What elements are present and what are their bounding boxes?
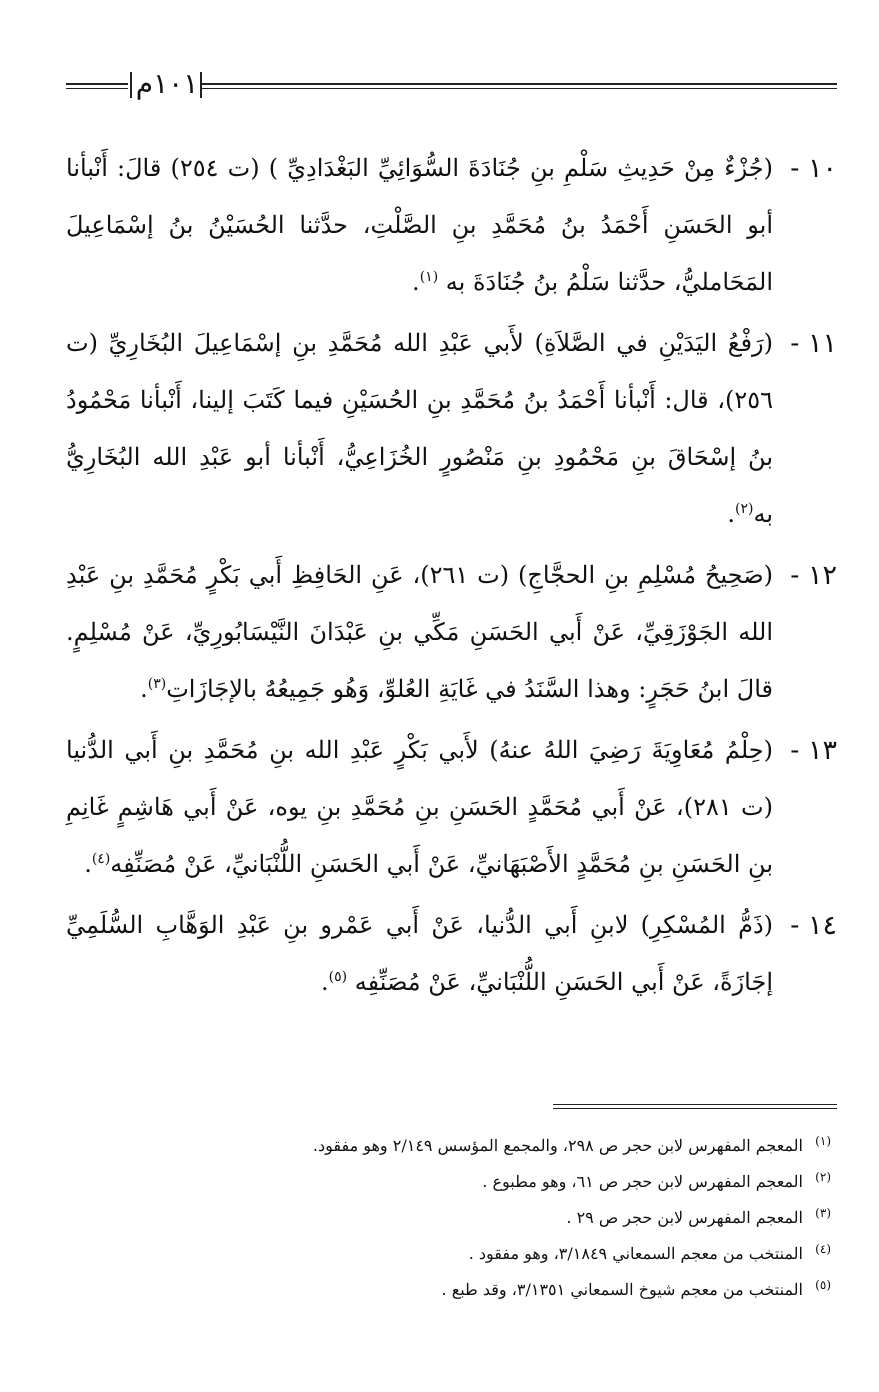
- entry-text: (رَفْعُ اليَدَيْنِ في الصَّلاَةِ) لأَبي عَبْدِ الله مُحَمَّدِ بنِ إسْمَاعِيلَ البُخَارِيِّ (ت ٢٥٦)، قال: أَنْبأنا أَحْمَدُ بنُ مُحَمَّدِ بنِ الحُسَيْنِ فيما كَتَبَ إلينا، أَنْبأنا مَحْمُودُ بنُ إسْحَاقَ بنِ مَحْمُودِ بنِ مَنْصُورٍ الخُزَاعِيُّ، أَنْبأنا أبو عَبْدِ الله البُخَارِيُّ به$^{(٢)}$.: [66, 329, 774, 528]
- footnote-text: المعجم المفهرس لابن حجر ص ٢٩٨، والمجمع المؤسس ٢/١٤٩ وهو مفقود.: [312, 1136, 803, 1155]
- header-rule-left: [66, 83, 128, 85]
- page-number: ١٠١م: [135, 67, 199, 100]
- main-text: [66, 140, 837, 1015]
- footnote-4: (٤)المنتخب من معجم السمعاني ٣/١٨٤٩، وهو مفقود .: [468, 1241, 831, 1263]
- header-divider-left: [130, 72, 132, 98]
- footnote-5: (٥)المنتخب من معجم شيوخ السمعاني ٣/١٣٥١، وقد طبع .: [441, 1277, 831, 1299]
- entry-text: (ذَمُّ المُسْكِرِ) لابنِ أَبي الدُّنيا، عَنْ أَبي عَمْرو بنِ عَبْدِ الوَهَّابِ السُّلَمِيِّ إجَازَةً، عَنْ أَبي الحَسَنِ اللُّنْبَانيِّ، عَنْ مُصَنِّفِه $^{(٥)}$.: [66, 911, 774, 996]
- footnote-2: (٢)المعجم المفهرس لابن حجر ص ٦١، وهو مطبوع .: [482, 1169, 831, 1191]
- entry-12: [66, 547, 837, 718]
- entry-10: [66, 140, 837, 311]
- page-header: [66, 67, 837, 106]
- footnote-text: المعجم المفهرس لابن حجر ص ٢٩ .: [566, 1208, 803, 1227]
- footnote-text: المنتخب من معجم شيوخ السمعاني ٣/١٣٥١، وقد طبع .: [441, 1280, 803, 1299]
- footnote-ref[interactable]: (٤): [91, 851, 111, 867]
- entry-number: ١٤ -: [790, 910, 837, 941]
- entry-11: [66, 315, 837, 543]
- entry-number: ١١ -: [790, 328, 837, 359]
- header-rule-right: [202, 83, 837, 85]
- entry-number: ١٣ -: [790, 735, 837, 766]
- footnote-ref[interactable]: (٢): [734, 501, 754, 517]
- footnote-ref[interactable]: (٣): [147, 676, 167, 692]
- footnotes: [131, 1128, 831, 1308]
- entry-number: ١٢ -: [790, 560, 837, 591]
- entry-14: [66, 897, 837, 1011]
- entry-text: (صَحِيحُ مُسْلِمِ بنِ الحجَّاجِ) (ت ٢٦١)، عَنِ الحَافِظِ أَبي بَكْرٍ مُحَمَّدِ بنِ عَبْدِ الله الجَوْزَقِيِّ، عَنْ أَبي الحَسَنِ مَكِّي بنِ عَبْدَانَ النَّيْسَابُورِيِّ، عَنْ مُسْلِمٍ. قالَ ابنُ حَجَرٍ: وهذا السَّنَدُ في غَايَةِ العُلوِّ، وَهُو جَمِيعُهُ بالإجَازَاتِ$^{(٣)}$.: [66, 561, 773, 703]
- entry-text: (جُزْءٌ مِنْ حَدِيثِ سَلْمِ بنِ جُنَادَةَ السُّوَائِيِّ البَغْدَادِيِّ ) (ت ٢٥٤) قالَ: أَنْبأنا أبو الحَسَنِ أَحْمَدُ بنُ مُحَمَّدِ بنِ الصَّلْتِ، حدَّثنا الحُسَيْنُ بنُ إسْمَاعِيلَ المَحَامليُّ، حدَّثنا سَلْمُ بنُ جُنَادَةَ به $^{(١)}$.: [66, 154, 774, 296]
- entry-number: ١٠ -: [790, 153, 837, 184]
- footnote-ref[interactable]: (٥): [328, 969, 348, 985]
- footnote-text: المعجم المفهرس لابن حجر ص ٦١، وهو مطبوع .: [482, 1172, 803, 1191]
- header-divider-right: [200, 72, 202, 98]
- footnote-separator: [553, 1104, 837, 1105]
- footnote-1: (١)المعجم المفهرس لابن حجر ص ٢٩٨، والمجمع المؤسس ٢/١٤٩ وهو مفقود.: [312, 1133, 831, 1155]
- footnote-3: (٣)المعجم المفهرس لابن حجر ص ٢٩ .: [566, 1205, 831, 1227]
- footnote-ref[interactable]: (١): [419, 269, 439, 285]
- entry-13: [66, 722, 837, 893]
- entry-text: (حِلْمُ مُعَاوِيَةَ رَضِيَ اللهُ عنهُ) لأَبي بَكْرٍ عَبْدِ الله بنِ مُحَمَّدِ بنِ أَبي الدُّنيا (ت ٢٨١)، عَنْ أَبي مُحَمَّدٍ الحَسَنِ بنِ مُحَمَّدِ بنِ يوه، عَنْ أَبي هَاشِمٍ غَانِمِ بنِ الحَسَنِ بنِ مُحَمَّدٍ الأَصْبَهَانيِّ، عَنْ أَبي الحَسَنِ اللُّنْبَانيِّ، عَنْ مُصَنِّفِه$^{(٤)}$.: [66, 736, 773, 878]
- footnote-text: المنتخب من معجم السمعاني ٣/١٨٤٩، وهو مفقود .: [468, 1244, 803, 1263]
